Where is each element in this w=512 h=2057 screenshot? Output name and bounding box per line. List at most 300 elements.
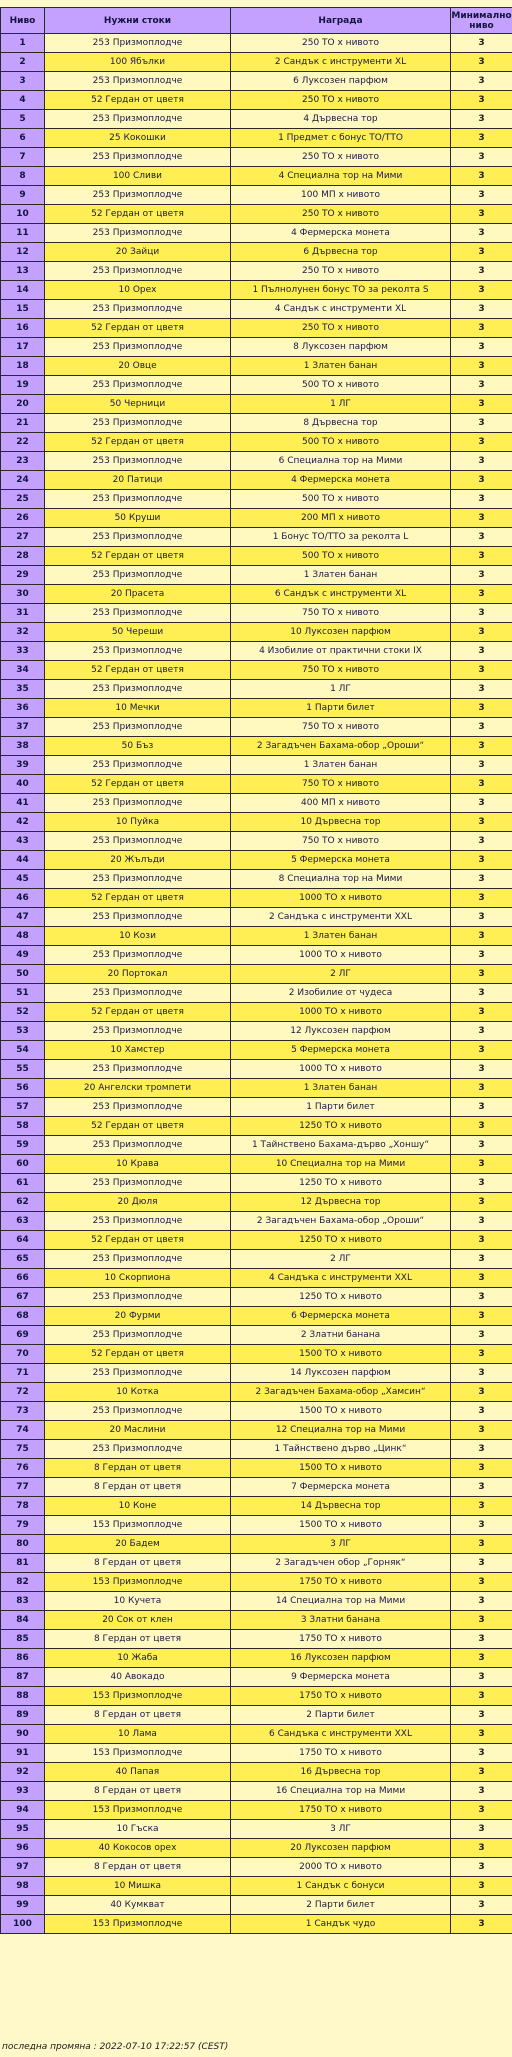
table-row [1, 1592, 512, 1611]
level-cell: 92 [1, 1763, 45, 1782]
table-row [1, 1231, 512, 1250]
min-level-cell: 3 [451, 148, 512, 167]
table-row [1, 1459, 512, 1478]
goods-cell: 10 Крава [45, 1155, 231, 1174]
table-row [1, 528, 512, 547]
level-cell: 7 [1, 148, 45, 167]
min-level-cell: 3 [451, 1269, 512, 1288]
min-level-cell: 3 [451, 1573, 512, 1592]
level-cell: 42 [1, 813, 45, 832]
level-cell: 3 [1, 72, 45, 91]
min-level-cell: 3 [451, 1877, 512, 1896]
min-level-cell: 3 [451, 1231, 512, 1250]
level-cell: 74 [1, 1421, 45, 1440]
level-cell: 86 [1, 1649, 45, 1668]
reward-cell: 1750 ТО х нивото [231, 1801, 451, 1820]
table-row [1, 1801, 512, 1820]
level-cell: 37 [1, 718, 45, 737]
table-row [1, 1117, 512, 1136]
table-row [1, 566, 512, 585]
reward-cell: 20 Луксозен парфюм [231, 1839, 451, 1858]
level-cell: 61 [1, 1174, 45, 1193]
min-level-cell: 3 [451, 167, 512, 186]
min-level-cell: 3 [451, 547, 512, 566]
goods-cell: 20 Фурми [45, 1307, 231, 1326]
goods-cell: 10 Кози [45, 927, 231, 946]
goods-cell: 153 Призмоплодче [45, 1516, 231, 1535]
reward-cell: 2 ЛГ [231, 1250, 451, 1269]
level-cell: 97 [1, 1858, 45, 1877]
goods-cell: 253 Призмоплодче [45, 832, 231, 851]
min-level-cell: 3 [451, 1250, 512, 1269]
level-cell: 36 [1, 699, 45, 718]
table-row [1, 1535, 512, 1554]
reward-cell: 4 Специална тор на Мими [231, 167, 451, 186]
min-level-cell: 3 [451, 1915, 512, 1934]
table-row [1, 946, 512, 965]
level-cell: 57 [1, 1098, 45, 1117]
reward-cell: 250 ТО х нивото [231, 205, 451, 224]
min-level-cell: 3 [451, 927, 512, 946]
level-cell: 82 [1, 1573, 45, 1592]
table-header-row [1, 8, 512, 34]
table-row [1, 300, 512, 319]
min-level-cell: 3 [451, 585, 512, 604]
min-level-cell: 3 [451, 1155, 512, 1174]
min-level-cell: 3 [451, 243, 512, 262]
reward-cell: 500 ТО х нивото [231, 547, 451, 566]
table-row [1, 1193, 512, 1212]
level-cell: 76 [1, 1459, 45, 1478]
table-body [1, 34, 512, 1934]
min-level-cell: 3 [451, 129, 512, 148]
goods-cell: 253 Призмоплодче [45, 1440, 231, 1459]
table-row [1, 1725, 512, 1744]
level-cell: 64 [1, 1231, 45, 1250]
reward-cell: 3 ЛГ [231, 1535, 451, 1554]
reward-cell: 14 Специална тор на Мими [231, 1592, 451, 1611]
reward-cell: 12 Специална тор на Мими [231, 1421, 451, 1440]
min-level-cell: 3 [451, 1668, 512, 1687]
reward-cell: 4 Сандък с инструменти XL [231, 300, 451, 319]
goods-cell: 253 Призмоплодче [45, 1364, 231, 1383]
reward-cell: 8 Дървесна тор [231, 414, 451, 433]
table-row [1, 1858, 512, 1877]
level-cell: 15 [1, 300, 45, 319]
header-level: Ниво [1, 8, 45, 34]
reward-cell: 5 Фермерска монета [231, 1041, 451, 1060]
table-row [1, 186, 512, 205]
reward-cell: 250 ТО х нивото [231, 262, 451, 281]
reward-cell: 4 Изобилие от практични стоки IX [231, 642, 451, 661]
table-row [1, 262, 512, 281]
reward-cell: 1 Сандък чудо [231, 1915, 451, 1934]
table-row [1, 1706, 512, 1725]
min-level-cell: 3 [451, 1649, 512, 1668]
goods-cell: 52 Гердан от цветя [45, 889, 231, 908]
goods-cell: 10 Пуйка [45, 813, 231, 832]
level-cell: 22 [1, 433, 45, 452]
reward-cell: 1250 ТО х нивото [231, 1117, 451, 1136]
goods-cell: 52 Гердан от цветя [45, 1231, 231, 1250]
table-row [1, 148, 512, 167]
min-level-cell: 3 [451, 965, 512, 984]
min-level-cell: 3 [451, 1440, 512, 1459]
level-cell: 60 [1, 1155, 45, 1174]
header-min-level-line1: Минимално [451, 10, 512, 21]
header-reward: Награда [231, 8, 451, 34]
goods-cell: 20 Прасета [45, 585, 231, 604]
level-cell: 43 [1, 832, 45, 851]
min-level-cell: 3 [451, 1117, 512, 1136]
table-row [1, 1668, 512, 1687]
table-row [1, 680, 512, 699]
min-level-cell: 3 [451, 1763, 512, 1782]
level-cell: 65 [1, 1250, 45, 1269]
reward-cell: 250 ТО х нивото [231, 91, 451, 110]
goods-cell: 8 Гердан от цветя [45, 1630, 231, 1649]
level-cell: 55 [1, 1060, 45, 1079]
goods-cell: 253 Призмоплодче [45, 300, 231, 319]
reward-cell: 10 Дървесна тор [231, 813, 451, 832]
min-level-cell: 3 [451, 91, 512, 110]
goods-cell: 100 Сливи [45, 167, 231, 186]
reward-cell: 10 Специална тор на Мими [231, 1155, 451, 1174]
goods-cell: 253 Призмоплодче [45, 680, 231, 699]
min-level-cell: 3 [451, 414, 512, 433]
goods-cell: 50 Круши [45, 509, 231, 528]
table-row [1, 471, 512, 490]
reward-cell: 6 Луксозен парфюм [231, 72, 451, 91]
reward-cell: 1 Тайнствено дърво „Цинк“ [231, 1440, 451, 1459]
min-level-cell: 3 [451, 1307, 512, 1326]
table-row [1, 319, 512, 338]
table-row [1, 1839, 512, 1858]
goods-cell: 253 Призмоплодче [45, 110, 231, 129]
reward-cell: 9 Фермерска монета [231, 1668, 451, 1687]
level-cell: 6 [1, 129, 45, 148]
min-level-cell: 3 [451, 509, 512, 528]
table-row [1, 205, 512, 224]
table-row [1, 1554, 512, 1573]
min-level-cell: 3 [451, 1839, 512, 1858]
min-level-cell: 3 [451, 946, 512, 965]
level-cell: 48 [1, 927, 45, 946]
goods-cell: 10 Мишка [45, 1877, 231, 1896]
table-row [1, 53, 512, 72]
min-level-cell: 3 [451, 813, 512, 832]
table-row [1, 452, 512, 471]
table-row [1, 357, 512, 376]
table-row [1, 1345, 512, 1364]
reward-cell: 14 Луксозен парфюм [231, 1364, 451, 1383]
reward-cell: 2 Сандъка с инструменти XXL [231, 908, 451, 927]
reward-cell: 6 Сандък с инструменти XL [231, 585, 451, 604]
table-row [1, 965, 512, 984]
reward-cell: 10 Луксозен парфюм [231, 623, 451, 642]
goods-cell: 40 Кокосов орех [45, 1839, 231, 1858]
goods-cell: 20 Жълъди [45, 851, 231, 870]
level-cell: 12 [1, 243, 45, 262]
table-row [1, 1022, 512, 1041]
last-modified-note: последна промяна : 2022-07-10 17:22:57 (CEST) [2, 2042, 229, 2052]
min-level-cell: 3 [451, 604, 512, 623]
min-level-cell: 3 [451, 1478, 512, 1497]
reward-cell: 750 ТО х нивото [231, 604, 451, 623]
table-row [1, 129, 512, 148]
min-level-cell: 3 [451, 566, 512, 585]
level-cell: 49 [1, 946, 45, 965]
level-cell: 99 [1, 1896, 45, 1915]
reward-cell: 750 ТО х нивото [231, 775, 451, 794]
goods-cell: 20 Ангелски тромпети [45, 1079, 231, 1098]
table-row [1, 167, 512, 186]
min-level-cell: 3 [451, 1611, 512, 1630]
min-level-cell: 3 [451, 1535, 512, 1554]
table-row [1, 1782, 512, 1801]
table-row [1, 1744, 512, 1763]
table-row [1, 1098, 512, 1117]
min-level-cell: 3 [451, 1041, 512, 1060]
level-cell: 70 [1, 1345, 45, 1364]
goods-cell: 40 Папая [45, 1763, 231, 1782]
level-cell: 26 [1, 509, 45, 528]
goods-cell: 10 Котка [45, 1383, 231, 1402]
reward-cell: 750 ТО х нивото [231, 832, 451, 851]
goods-cell: 10 Лама [45, 1725, 231, 1744]
min-level-cell: 3 [451, 319, 512, 338]
reward-cell: 1250 ТО х нивото [231, 1288, 451, 1307]
min-level-cell: 3 [451, 1706, 512, 1725]
min-level-cell: 3 [451, 1003, 512, 1022]
level-cell: 91 [1, 1744, 45, 1763]
level-cell: 41 [1, 794, 45, 813]
level-cell: 40 [1, 775, 45, 794]
reward-cell: 8 Луксозен парфюм [231, 338, 451, 357]
min-level-cell: 3 [451, 34, 512, 53]
level-cell: 34 [1, 661, 45, 680]
min-level-cell: 3 [451, 775, 512, 794]
goods-cell: 10 Скорпиона [45, 1269, 231, 1288]
goods-cell: 8 Гердан от цветя [45, 1459, 231, 1478]
goods-cell: 153 Призмоплодче [45, 1687, 231, 1706]
goods-cell: 52 Гердан от цветя [45, 775, 231, 794]
reward-cell: 1500 ТО х нивото [231, 1459, 451, 1478]
min-level-cell: 3 [451, 1345, 512, 1364]
goods-cell: 20 Портокал [45, 965, 231, 984]
level-cell: 73 [1, 1402, 45, 1421]
goods-cell: 52 Гердан от цветя [45, 319, 231, 338]
goods-cell: 52 Гердан от цветя [45, 547, 231, 566]
goods-cell: 8 Гердан от цветя [45, 1782, 231, 1801]
min-level-cell: 3 [451, 870, 512, 889]
goods-cell: 20 Дюля [45, 1193, 231, 1212]
goods-cell: 253 Призмоплодче [45, 604, 231, 623]
reward-cell: 2 ЛГ [231, 965, 451, 984]
min-level-cell: 3 [451, 1326, 512, 1345]
reward-cell: 2 Загадъчен Бахама-обор „Ороши“ [231, 737, 451, 756]
table-row [1, 756, 512, 775]
min-level-cell: 3 [451, 205, 512, 224]
level-cell: 100 [1, 1915, 45, 1934]
level-cell: 59 [1, 1136, 45, 1155]
reward-cell: 1 Предмет с бонус ТО/ТТО [231, 129, 451, 148]
level-cell: 78 [1, 1497, 45, 1516]
level-cell: 31 [1, 604, 45, 623]
min-level-cell: 3 [451, 110, 512, 129]
reward-cell: 500 ТО х нивото [231, 433, 451, 452]
reward-cell: 3 ЛГ [231, 1820, 451, 1839]
reward-cell: 6 Сандъка с инструменти XXL [231, 1725, 451, 1744]
reward-cell: 1 Тайнствено Бахама-дърво „Хоншу“ [231, 1136, 451, 1155]
level-cell: 93 [1, 1782, 45, 1801]
goods-cell: 8 Гердан от цветя [45, 1478, 231, 1497]
reward-cell: 1250 ТО х нивото [231, 1231, 451, 1250]
min-level-cell: 3 [451, 72, 512, 91]
table-row [1, 851, 512, 870]
goods-cell: 253 Призмоплодче [45, 566, 231, 585]
goods-cell: 52 Гердан от цветя [45, 205, 231, 224]
reward-cell: 1 Пълнолунен бонус ТО за реколта S [231, 281, 451, 300]
min-level-cell: 3 [451, 224, 512, 243]
table-row [1, 832, 512, 851]
min-level-cell: 3 [451, 1782, 512, 1801]
min-level-cell: 3 [451, 1079, 512, 1098]
reward-cell: 2 Сандък с инструменти XL [231, 53, 451, 72]
goods-cell: 253 Призмоплодче [45, 1250, 231, 1269]
min-level-cell: 3 [451, 642, 512, 661]
min-level-cell: 3 [451, 376, 512, 395]
reward-cell: 2000 ТО х нивото [231, 1858, 451, 1877]
table-row [1, 1060, 512, 1079]
reward-cell: 1750 ТО х нивото [231, 1744, 451, 1763]
goods-cell: 253 Призмоплодче [45, 414, 231, 433]
reward-cell: 1000 ТО х нивото [231, 1060, 451, 1079]
min-level-cell: 3 [451, 1687, 512, 1706]
min-level-cell: 3 [451, 680, 512, 699]
level-cell: 16 [1, 319, 45, 338]
table-row [1, 243, 512, 262]
table-row [1, 699, 512, 718]
level-cell: 24 [1, 471, 45, 490]
level-cell: 77 [1, 1478, 45, 1497]
table-row [1, 585, 512, 604]
level-cell: 94 [1, 1801, 45, 1820]
level-cell: 81 [1, 1554, 45, 1573]
min-level-cell: 3 [451, 756, 512, 775]
min-level-cell: 3 [451, 262, 512, 281]
level-cell: 90 [1, 1725, 45, 1744]
level-cell: 35 [1, 680, 45, 699]
level-cell: 4 [1, 91, 45, 110]
table-row [1, 1915, 512, 1934]
table-row [1, 1440, 512, 1459]
min-level-cell: 3 [451, 699, 512, 718]
goods-cell: 253 Призмоплодче [45, 1060, 231, 1079]
goods-cell: 25 Кокошки [45, 129, 231, 148]
level-cell: 28 [1, 547, 45, 566]
min-level-cell: 3 [451, 1402, 512, 1421]
min-level-cell: 3 [451, 471, 512, 490]
min-level-cell: 3 [451, 1630, 512, 1649]
table-row [1, 1820, 512, 1839]
reward-cell: 16 Дървесна тор [231, 1763, 451, 1782]
reward-cell: 500 ТО х нивото [231, 490, 451, 509]
level-cell: 54 [1, 1041, 45, 1060]
reward-cell: 1000 ТО х нивото [231, 889, 451, 908]
level-cell: 8 [1, 167, 45, 186]
reward-cell: 1750 ТО х нивото [231, 1573, 451, 1592]
table-row [1, 338, 512, 357]
table-row [1, 1896, 512, 1915]
goods-cell: 20 Сок от клен [45, 1611, 231, 1630]
goods-cell: 10 Коне [45, 1497, 231, 1516]
level-cell: 88 [1, 1687, 45, 1706]
min-level-cell: 3 [451, 53, 512, 72]
goods-cell: 253 Призмоплодче [45, 1326, 231, 1345]
level-cell: 23 [1, 452, 45, 471]
table-row [1, 1174, 512, 1193]
min-level-cell: 3 [451, 661, 512, 680]
min-level-cell: 3 [451, 1421, 512, 1440]
reward-cell: 1500 ТО х нивото [231, 1345, 451, 1364]
level-cell: 62 [1, 1193, 45, 1212]
min-level-cell: 3 [451, 1554, 512, 1573]
table-row [1, 1402, 512, 1421]
reward-cell: 1 Златен банан [231, 357, 451, 376]
min-level-cell: 3 [451, 490, 512, 509]
reward-cell: 1250 ТО х нивото [231, 1174, 451, 1193]
goods-cell: 253 Призмоплодче [45, 528, 231, 547]
level-cell: 38 [1, 737, 45, 756]
level-cell: 47 [1, 908, 45, 927]
reward-cell: 2 Парти билет [231, 1706, 451, 1725]
goods-cell: 20 Зайци [45, 243, 231, 262]
goods-cell: 52 Гердан от цветя [45, 1345, 231, 1364]
min-level-cell: 3 [451, 1022, 512, 1041]
goods-cell: 10 Орех [45, 281, 231, 300]
table-row [1, 1516, 512, 1535]
reward-cell: 1 Златен банан [231, 566, 451, 585]
table-row [1, 661, 512, 680]
level-cell: 13 [1, 262, 45, 281]
reward-cell: 2 Загадъчен обор „Горняк“ [231, 1554, 451, 1573]
reward-cell: 250 ТО х нивото [231, 148, 451, 167]
min-level-cell: 3 [451, 984, 512, 1003]
level-cell: 51 [1, 984, 45, 1003]
table-row [1, 927, 512, 946]
goods-cell: 253 Призмоплодче [45, 984, 231, 1003]
min-level-cell: 3 [451, 395, 512, 414]
goods-cell: 8 Гердан от цветя [45, 1858, 231, 1877]
table-row [1, 34, 512, 53]
table-row [1, 1649, 512, 1668]
table-row [1, 1155, 512, 1174]
goods-cell: 8 Гердан от цветя [45, 1554, 231, 1573]
goods-cell: 52 Гердан от цветя [45, 1117, 231, 1136]
min-level-cell: 3 [451, 1383, 512, 1402]
min-level-cell: 3 [451, 1896, 512, 1915]
reward-cell: 750 ТО х нивото [231, 718, 451, 737]
table-row [1, 1421, 512, 1440]
goods-cell: 153 Призмоплодче [45, 1744, 231, 1763]
goods-cell: 253 Призмоплодче [45, 1022, 231, 1041]
goods-cell: 153 Призмоплодче [45, 1573, 231, 1592]
table-row [1, 1383, 512, 1402]
reward-cell: 1 Златен банан [231, 1079, 451, 1098]
table-row [1, 547, 512, 566]
table-row [1, 1041, 512, 1060]
